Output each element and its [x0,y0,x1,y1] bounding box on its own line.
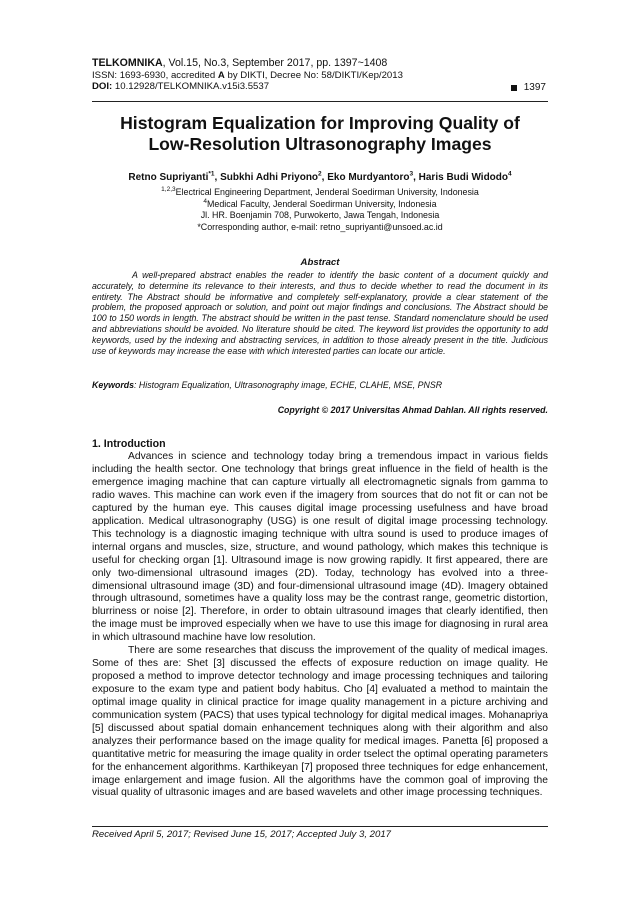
journal-line [92,58,548,70]
journal-name: TELKOMNIKA [92,57,163,69]
square-bullet-icon [511,85,517,91]
abstract-heading: Abstract [300,257,340,268]
header-rule [92,101,548,102]
affiliation-sup: 1,2,3 [161,186,176,194]
corresponding-author: *Corresponding author, e-mail: retno_supriyanti@unsoed.ac.id [197,221,443,232]
affiliation-text: Electrical Engineering Department, Jenderal Soedirman University, Indonesia [175,187,479,197]
issn: ISSN: 1693-6930 [92,69,166,81]
accreditation-grade: A [217,69,225,81]
affiliations [92,187,548,233]
author-3-sup: 3 [409,170,414,178]
abstract-text: A well-prepared abstract enables the reader to identify the basic content of a document quickly and accurately, to determine its relevance to their interests, and thus to decide whether to read the document in its entirety. The Abstract should be informative and completely self-explanatory, provide a clear statement of the problem, the proposed approach or solution, and point out major findings and conclusions. The Abstract should be 100 to 150 words in length. The abstract should be written in the past tense. Standard nomenclature should be used and abbreviations should be avoided. No literature should be cited. The keyword list provides the opportunity to add keywords, used by the indexing and abstracting services, in addition to those already present in the title. Judicious use of keywords may increase the ease with which interested parties can locate our article. [92,270,548,356]
copyright-notice: Copyright © 2017 Universitas Ahmad Dahlan. All rights reserved. [277,405,548,415]
affiliation-line [92,199,548,211]
page-number [511,82,546,93]
author-4-sup: 4 [508,170,512,178]
affiliation-sup: 4 [203,197,208,205]
accreditation-pre: , accredited [165,69,218,81]
footer-rule [92,826,548,827]
page-number-text: 1397 [523,82,546,93]
keywords-label: Keywords [92,380,135,390]
title-line-2: Low-Resolution Ultrasonography Images [148,134,492,154]
section-heading: 1. Introduction [92,438,166,450]
author-list [92,172,548,183]
keywords-line [92,380,548,390]
title-line-1: Histogram Equalization for Improving Quality of [120,113,520,133]
author-2-sup: 2 [318,170,322,178]
journal-header [92,58,548,93]
doi-value[interactable]: 10.12928/TELKOMNIKA.v15i3.5537 [112,81,270,93]
author-2: , Subkhi Adhi Priyono [214,172,319,183]
author-1: Retno Supriyanti [128,172,209,183]
body-paragraph-2: There are some researches that discuss the improvement of the quality of medical images. Some of thes are: Shet [3] discussed the effects of exposure reduction on image quality. He proposed a method to improve detector technology and image processing techniques and tailoring exposure to the exam type and patient body habitus. Cho [4] evaluated a method to maintain the optimal image quality in clinical practice for image quality management in a picture archiving and communication system (PACS) that uses typical technology for digital medical images. Mohanapriya [5] discussed about spatial domain enhancement techniques along with their algorithm and also analyzes their performance based on the image quality for medical images. Panetta [6] proposed a quantitative metric for measuring the image quality in order tselect the optimal operating parameters for the enhancement algorithms. Karthikeyan [7] proposed three techniques for edge enhancement, image enlargement and image fusion. All the algorithms have the common goal of improving the visual quality of ultrasonic images and are based wavelets and other image processing techniques. [92,645,548,799]
keywords-text: : Histogram Equalization, Ultrasonography image, ECHE, CLAHE, MSE, PNSR [134,380,443,390]
author-1-sup: *1 [208,170,215,178]
affiliation-text: Medical Faculty, Jenderal Soedirman University, Indonesia [207,198,437,209]
author-4: , Haris Budi Widodo [413,172,509,183]
author-3: , Eko Murdyantoro [321,172,410,183]
doi-line [92,81,548,93]
address-line: Jl. HR. Boenjamin 708, Purwokerto, Jawa Tengah, Indonesia [200,210,440,221]
volume-info: , Vol.15, No.3, September 2017, pp. 1397~1408 [162,57,388,69]
accreditation-post: by DIKTI, Decree No: 58/DIKTI/Kep/2013 [224,69,403,81]
issn-line [92,70,548,82]
affiliation-line [92,187,548,199]
body-paragraph-1: Advances in science and technology today bring a tremendous impact in various fields including the health sector. One technology that brings great influence in the field of health is the emergence imaging machine that can capture virtually all electromagnetic signals from gamma to radio waves. This machine can work even if the imagery from sources that do not fit or can not be captured by the human eye. This causes digital image processing usefulness and have broad application. Medical ultrasonography (USG) is one result of digital image processing technology. This technology is a diagnostic imaging technique with ultra sound is used to produce images of internal organs and muscles, size, structure, and wound pathology, which makes this technique is useful for checking organ [1]. Ultrasound image is now growing rapidly. It first appeared, there are only two-dimensional ultrasound images (2D). Today, technology has evolved into a three-dimensional ultrasound image (3D) and four-dimensional ultrasound image (4D). Imagery obtained through ultrasound, sometimes have a quality loss may be the contrast range, geometric distortion, blurriness or noise [2]. Therefore, in order to obtain ultrasound images that clearly identified, then the image must be improved especially when we have to use this image for diagnosing in rural area in which ultrasound machine have low resolution. [92,451,548,644]
received-dates: Received April 5, 2017; Revised June 15, 2017; Accepted July 3, 2017 [92,829,392,840]
paper-title [92,113,548,155]
doi-label: DOI: [92,81,113,93]
